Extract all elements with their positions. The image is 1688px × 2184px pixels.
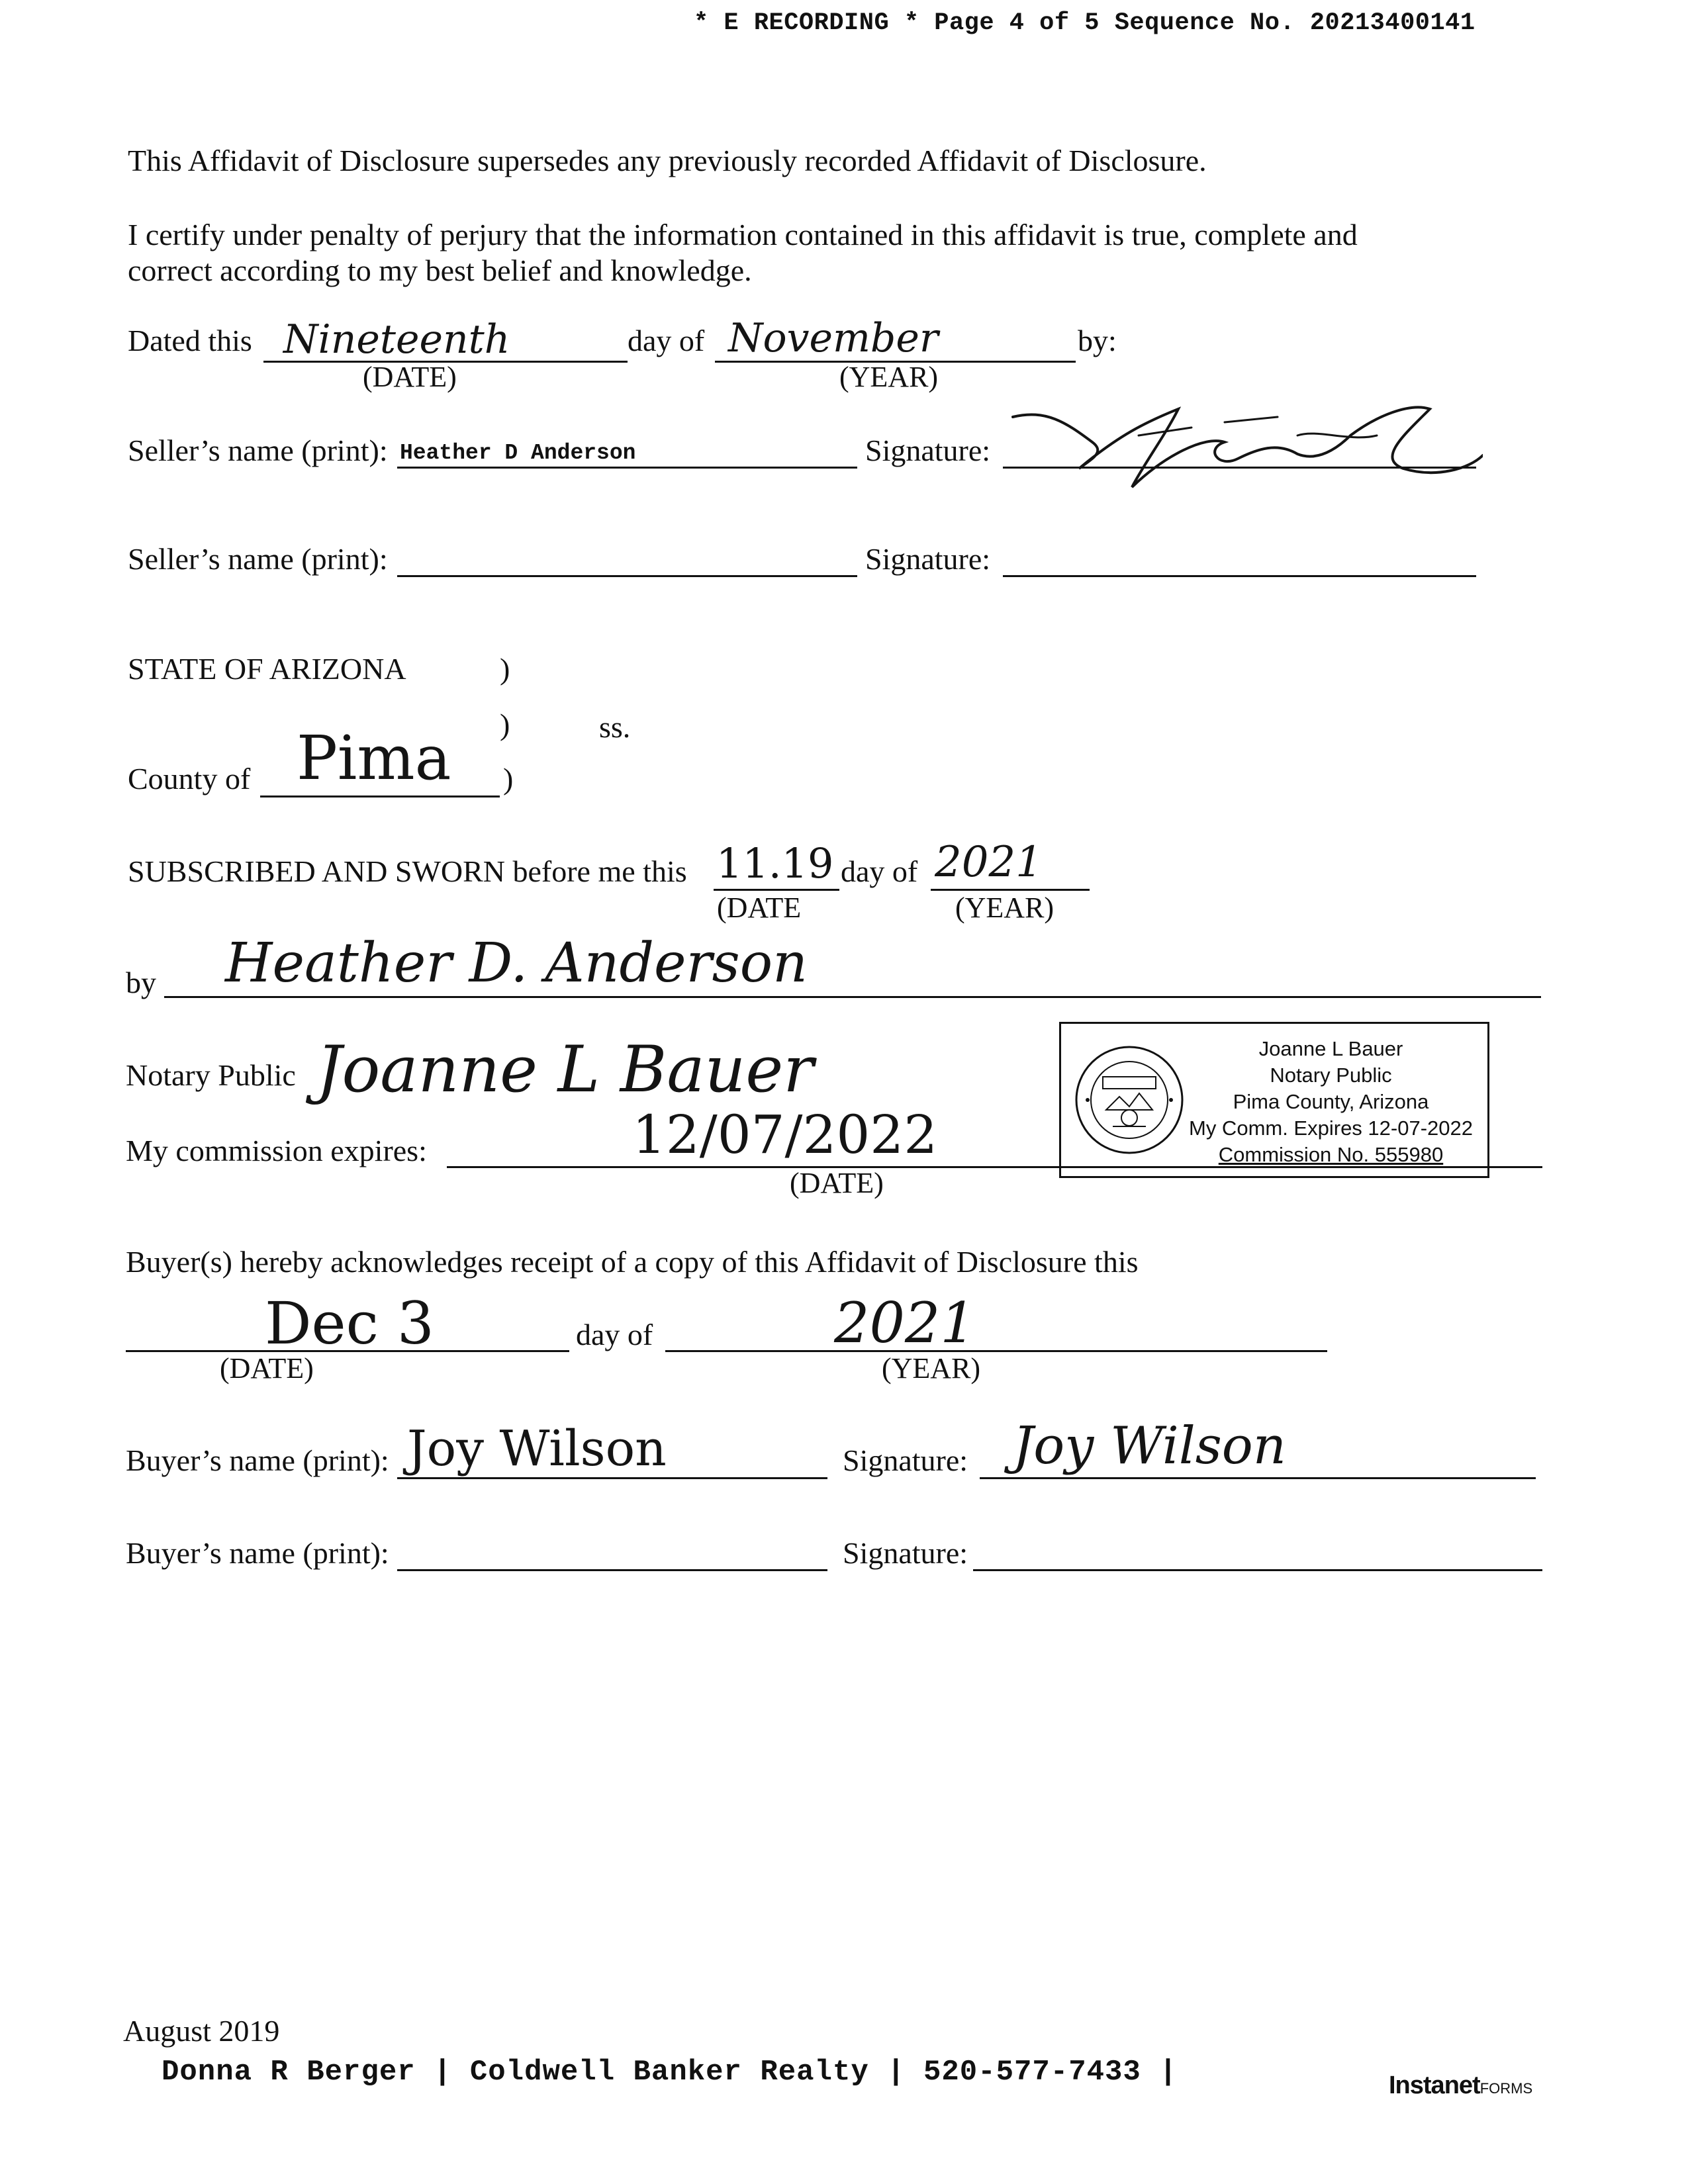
dated-date-handwritten: Nineteenth <box>283 316 510 363</box>
notary-signature: Joanne L Bauer <box>316 1032 814 1107</box>
by-label: by <box>126 966 156 999</box>
stamp-commission-number: Commission No. 555980 <box>1218 1143 1444 1166</box>
seller2-name-label: Seller’s name (print): <box>128 542 388 576</box>
sworn-date-handwritten: 11.19 <box>716 839 834 887</box>
buyer2-signature-line <box>973 1569 1542 1571</box>
buyer1-signature: Joy Wilson <box>1013 1416 1287 1476</box>
footer-contact: Donna R Berger | Coldwell Banker Realty | 520-577-7433 | <box>162 2056 1178 2089</box>
dated-this-label: Dated this <box>128 324 252 357</box>
ack-date-handwritten: Dec 3 <box>265 1289 434 1357</box>
ack-date-caption: (DATE) <box>220 1352 314 1385</box>
buyer-ack-statement: Buyer(s) hereby acknowledges receipt of a copy of this Affidavit of Disclosure this <box>126 1245 1139 1279</box>
ack-year-caption: (YEAR) <box>882 1352 981 1385</box>
buyer1-name-line <box>397 1477 827 1479</box>
county-handwritten: Pima <box>297 723 451 794</box>
stamp-county: Pima County, Arizona <box>1233 1090 1429 1113</box>
sworn-year-handwritten: 2021 <box>935 838 1043 887</box>
seller1-name-value: Heather D Anderson <box>400 441 636 465</box>
buyer1-signature-line <box>980 1477 1536 1479</box>
county-line <box>260 796 500 797</box>
certify-statement-line2: correct according to my best belief and knowledge. <box>128 253 752 287</box>
form-date: August 2019 <box>123 2014 280 2048</box>
stamp-expiration: My Comm. Expires 12-07-2022 <box>1189 1116 1473 1140</box>
notary-stamp <box>1059 1022 1489 1178</box>
commission-label: My commission expires: <box>126 1134 427 1167</box>
seller1-signature-label: Signature: <box>865 433 991 467</box>
instanet-brand-main: Instanet <box>1389 2071 1480 2099</box>
by-line <box>164 996 1541 998</box>
sworn-date-caption: (DATE <box>717 891 802 924</box>
instanet-brand-forms: FORMS <box>1479 2080 1533 2097</box>
stamp-title: Notary Public <box>1270 1064 1392 1087</box>
notary-public-label: Notary Public <box>126 1058 296 1092</box>
ack-day-of-label: day of <box>576 1318 653 1351</box>
buyer1-name-label: Buyer’s name (print): <box>126 1443 389 1477</box>
buyer2-name-line <box>397 1569 827 1571</box>
instanet-forms-logo <box>1389 2071 1532 2100</box>
arizona-seal-icon <box>1073 1044 1186 1156</box>
commission-date-caption: (DATE) <box>790 1167 884 1199</box>
venue-paren-1: ) <box>500 652 510 686</box>
sworn-day-of-label: day of <box>841 854 918 888</box>
buyer2-signature-label: Signature: <box>843 1536 968 1570</box>
venue-paren-3: ) <box>503 762 514 796</box>
stamp-notary-name: Joanne L Bauer <box>1258 1037 1403 1060</box>
seller2-signature-line <box>1003 575 1476 577</box>
seller1-name-label: Seller’s name (print): <box>128 433 388 467</box>
certify-statement-line1: I certify under penalty of perjury that the information contained in this affidavit is true, complete and <box>128 218 1358 251</box>
buyer1-name-handwritten: Joy Wilson <box>407 1420 667 1477</box>
county-label: County of <box>128 762 251 796</box>
dated-year-caption: (YEAR) <box>839 361 939 393</box>
ack-year-handwritten: 2021 <box>834 1291 976 1355</box>
venue-paren-2: ) <box>500 707 510 741</box>
dated-month-handwritten: November <box>728 315 939 361</box>
by-handwritten: Heather D. Anderson <box>225 932 808 995</box>
commission-handwritten: 12/07/2022 <box>632 1104 938 1165</box>
sworn-year-caption: (YEAR) <box>955 891 1055 924</box>
seller2-signature-label: Signature: <box>865 542 991 576</box>
dated-date-caption: (DATE) <box>363 361 457 393</box>
buyer1-signature-label: Signature: <box>843 1443 968 1477</box>
state-label: STATE OF ARIZONA <box>128 652 406 686</box>
seller1-name-line <box>397 467 857 469</box>
seller2-name-line <box>397 575 857 577</box>
buyer2-name-label: Buyer’s name (print): <box>126 1536 389 1570</box>
sworn-label: SUBSCRIBED AND SWORN before me this <box>128 854 687 888</box>
recording-header: * E RECORDING * Page 4 of 5 Sequence No. 20213400141 <box>694 9 1476 37</box>
supersedes-statement: This Affidavit of Disclosure supersedes any previously recorded Affidavit of Disclosure. <box>128 144 1207 177</box>
ss-label: ss. <box>599 710 631 744</box>
seller1-signature-scribble <box>1006 396 1483 495</box>
dated-day-of-label: day of <box>628 324 705 357</box>
ack-year-line <box>665 1350 1327 1352</box>
dated-by-label: by: <box>1078 324 1117 357</box>
